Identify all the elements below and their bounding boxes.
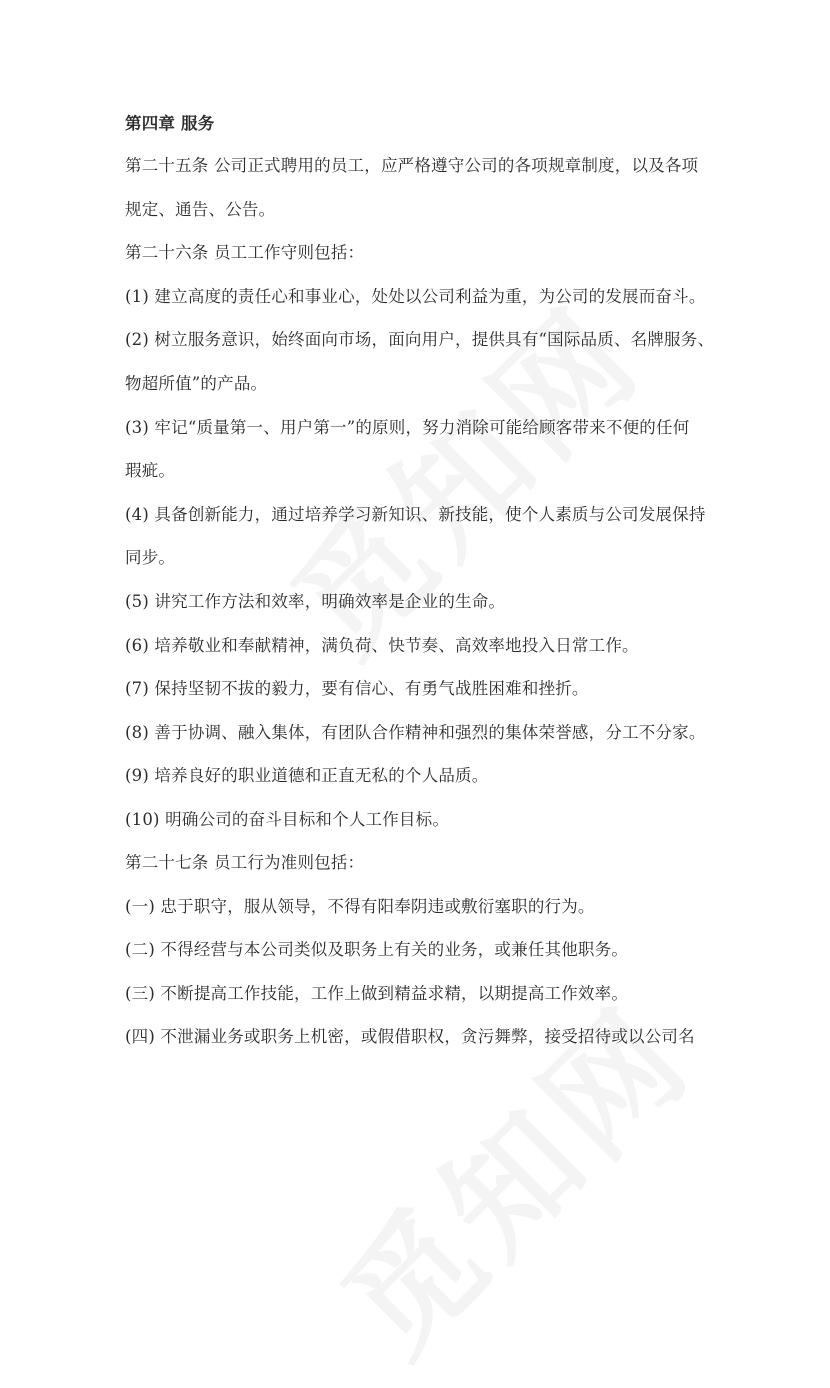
list-item: (3) 牢记“质量第一、用户第一”的原则，努力消除可能给顾客带来不便的任何 <box>125 418 690 437</box>
article-title: 第二十六条 员工工作守则包括： <box>125 243 365 262</box>
paragraph-line: 规定、通告、公告。 <box>125 200 276 219</box>
list-item: (10) 明确公司的奋斗目标和个人工作目标。 <box>125 810 450 829</box>
list-item: (7) 保持坚韧不拔的毅力，要有信心、有勇气战胜困难和挫折。 <box>125 679 589 698</box>
list-item-continuation: 同步。 <box>125 548 176 567</box>
list-item: (二) 不得经营与本公司类似及职务上有关的业务，或兼任其他职务。 <box>125 940 629 959</box>
list-item: (四) 不泄漏业务或职务上机密，或假借职权，贪污舞弊，接受招待或以公司名 <box>125 1027 695 1046</box>
paragraph-line: 第二十五条 公司正式聘用的员工，应严格遵守公司的各项规章制度，以及各项 <box>125 156 699 175</box>
watermark <box>295 959 724 1388</box>
list-item: (2) 树立服务意识，始终面向市场，面向用户，提供具有“国际品质、名牌服务、 <box>125 330 715 349</box>
list-item: (6) 培养敬业和奉献精神，满负荷、快节奏、高效率地投入日常工作。 <box>125 636 639 655</box>
list-item-continuation: 瑕疵。 <box>125 461 176 480</box>
article-title: 第二十七条 员工行为准则包括： <box>125 853 365 872</box>
list-item: (5) 讲究工作方法和效率，明确效率是企业的生命。 <box>125 592 506 611</box>
list-item: (一) 忠于职守，服从领导，不得有阳奉阴违或敷衍塞职的行为。 <box>125 897 595 916</box>
list-item: (三) 不断提高工作技能，工作上做到精益求精，以期提高工作效率。 <box>125 984 629 1003</box>
watermark <box>245 259 674 688</box>
list-item: (9) 培养良好的职业道德和正直无私的个人品质。 <box>125 766 489 785</box>
list-item: (4) 具备创新能力，通过培养学习新知识、新技能，使个人素质与公司发展保持 <box>125 505 706 524</box>
list-item: (1) 建立高度的责任心和事业心，处处以公司利益为重，为公司的发展而奋斗。 <box>125 287 706 306</box>
list-item-continuation: 物超所值”的产品。 <box>125 374 268 393</box>
chapter-heading: 第四章 服务 <box>125 114 215 133</box>
list-item: (8) 善于协调、融入集体，有团队合作精神和强烈的集体荣誉感，分工不分家。 <box>125 723 706 742</box>
